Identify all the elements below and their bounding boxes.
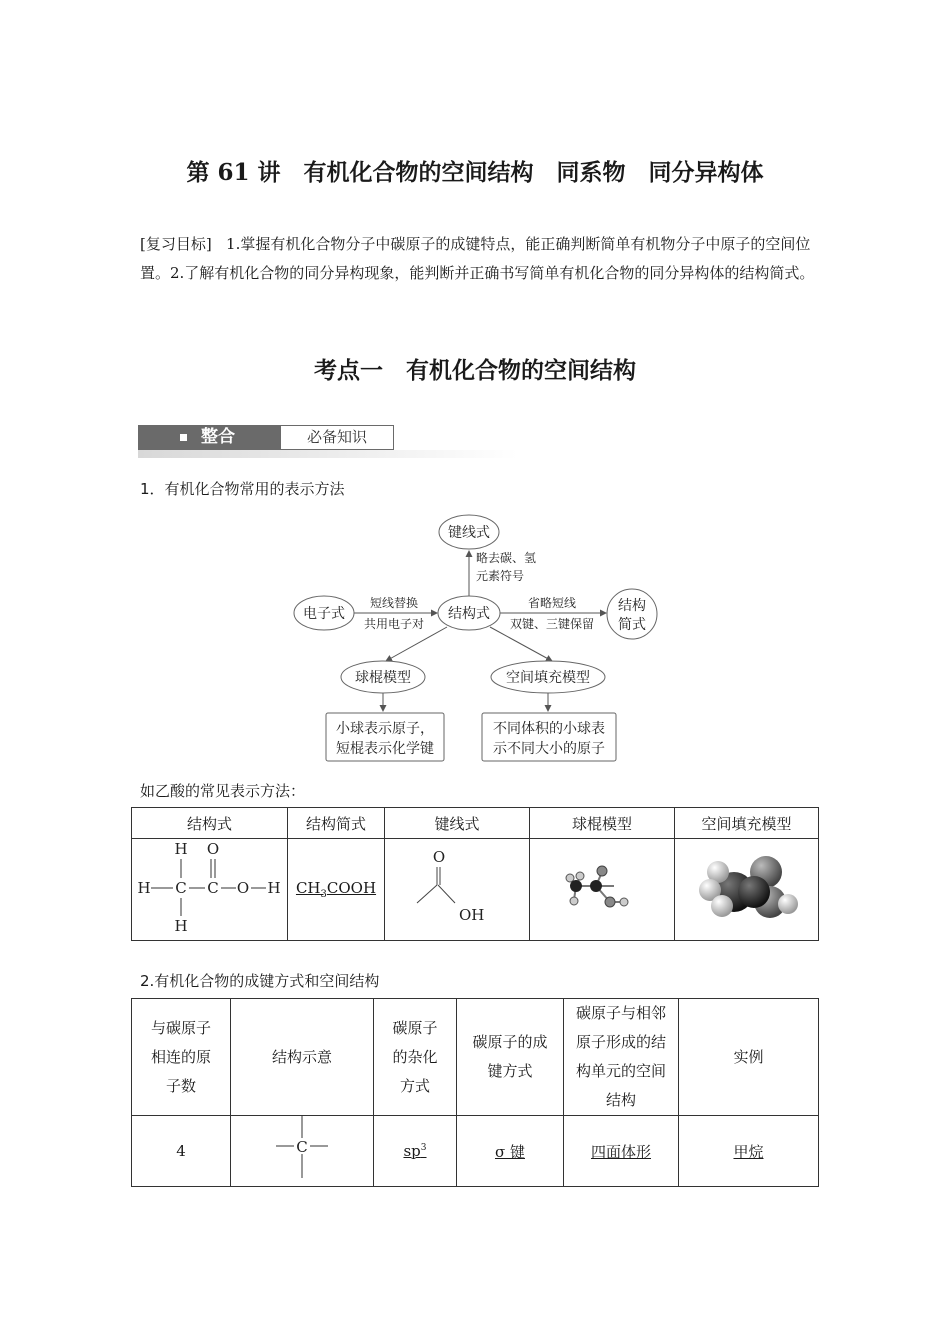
geometry-cell xyxy=(564,1116,679,1187)
hybridization-value xyxy=(403,1142,426,1160)
geometry-value: 四面体形 xyxy=(590,1142,651,1161)
arrow-structural-spacefill xyxy=(490,627,552,661)
table-header xyxy=(132,999,231,1116)
atom-h-top: H xyxy=(173,839,188,858)
atom-h-right: H xyxy=(266,878,281,897)
skeletal-formula-cell xyxy=(385,839,530,941)
node-ball-stick-label: 球棍模型 xyxy=(355,670,411,686)
subsection-heading-1: 1．有机化合物常用的表示方法 xyxy=(140,480,345,498)
knowledge-banner xyxy=(138,425,518,458)
table-header-row xyxy=(132,808,819,839)
edge-label-skeletal-2: 元素符号 xyxy=(476,569,525,583)
table-header: 实例 xyxy=(679,999,819,1116)
table-header-row xyxy=(132,999,819,1116)
square-bullet-icon xyxy=(180,434,187,441)
ball-stick-model-image xyxy=(562,858,642,918)
table-header: 键线式 xyxy=(385,808,530,839)
ball-stick-cell xyxy=(530,839,675,941)
bonding-table xyxy=(131,998,819,1187)
node-electron-formula-label: 电子式 xyxy=(303,606,345,622)
header-text: 碳原子与相邻原子形成的结构单元的空间结构 xyxy=(576,1004,667,1109)
skeletal-atom-oh: OH xyxy=(459,905,485,924)
atom-o-top: O xyxy=(206,839,219,858)
table-row xyxy=(132,839,819,941)
condensed-formula-cell xyxy=(288,839,385,941)
table-header: 结构简式 xyxy=(288,808,385,839)
representation-diagram xyxy=(290,510,670,766)
atom-c1: C xyxy=(174,878,187,897)
skeletal-formula-drawing xyxy=(397,843,517,933)
table-row xyxy=(132,1116,819,1187)
node-space-fill-label: 空间填充模型 xyxy=(506,670,590,686)
schematic-carbon: C xyxy=(296,1138,308,1156)
header-text: 与碳原子相连的原子数 xyxy=(150,1018,211,1095)
condensed-subscript: 3 xyxy=(320,889,327,900)
edge-label-skeletal-1: 略去碳、氢 xyxy=(476,551,537,565)
edge-label-electron-bottom: 共用电子对 xyxy=(363,617,425,631)
hybridization-cell xyxy=(374,1116,457,1187)
bond-type-cell xyxy=(457,1116,564,1187)
table-header xyxy=(374,999,457,1116)
edge-label-electron-top: 短线替换 xyxy=(369,596,419,610)
condensed-formula xyxy=(295,879,377,900)
example-value: 甲烷 xyxy=(733,1142,764,1161)
review-goal xyxy=(140,230,816,288)
structural-formula-cell xyxy=(132,839,288,941)
skeletal-atom-o: O xyxy=(432,847,446,866)
banner-primary-label: 整合 xyxy=(201,427,235,447)
ball-stick-desc-2: 短棍表示化学键 xyxy=(336,741,434,757)
node-condensed-label-2: 简式 xyxy=(618,617,646,633)
condensed-suffix: COOH xyxy=(326,879,377,897)
atom-c2: C xyxy=(206,878,219,897)
table-header xyxy=(564,999,679,1116)
atom-h-bottom: H xyxy=(173,916,188,935)
edge-label-condensed-bottom: 双键、三键保留 xyxy=(509,617,595,631)
example-cell xyxy=(679,1116,819,1187)
structural-formula-drawing xyxy=(135,840,285,936)
hybrid-superscript: 3 xyxy=(420,1143,427,1153)
tetrahedral-carbon-diagram xyxy=(272,1116,332,1182)
space-fill-desc-2: 示不同大小的原子 xyxy=(493,741,605,757)
table-header: 结构示意 xyxy=(231,999,374,1116)
space-fill-desc-1: 不同体积的小球表 xyxy=(493,721,605,737)
acetic-acid-table xyxy=(131,807,819,941)
header-text: 碳原子的成键方式 xyxy=(472,1033,548,1080)
edge-label-condensed-top: 省略短线 xyxy=(527,596,577,610)
atom-o-right: O xyxy=(236,878,249,897)
acetic-acid-intro: 如乙酸的常见表示方法： xyxy=(140,782,306,800)
banner-secondary: 必备知识 xyxy=(280,425,394,450)
table-header: 结构式 xyxy=(132,808,288,839)
subsection-heading-2: 2.有机化合物的成键方式和空间结构 xyxy=(140,972,380,990)
node-skeletal-formula-label: 键线式 xyxy=(448,525,490,541)
review-goal-label: [复习目标] xyxy=(140,235,212,253)
table-header: 球棍模型 xyxy=(530,808,675,839)
section-title: 考点一 有机化合物的空间结构 xyxy=(314,357,636,384)
schematic-cell xyxy=(231,1116,374,1187)
table-header xyxy=(457,999,564,1116)
ball-stick-desc-1: 小球表示原子， xyxy=(336,721,434,737)
banner-shadow xyxy=(138,450,518,458)
atom-h-left: H xyxy=(136,878,151,897)
review-goal-text: 1.掌握有机化合物分子中碳原子的成键特点，能正确判断简单有机物分子中原子的空间位置。2.了解有机化合物的同分异构现象，能判断并正确书写简单有机化合物的同分异构体的结构简式。 xyxy=(140,235,815,282)
atom-count-cell: 4 xyxy=(132,1116,231,1187)
header-text: 碳原子的杂化方式 xyxy=(392,1018,438,1095)
table-header: 空间填充模型 xyxy=(675,808,819,839)
page-title: 第 61 讲 有机化合物的空间结构 同系物 同分异构体 xyxy=(186,159,764,186)
banner-primary xyxy=(138,425,280,450)
arrow-structural-ballstick xyxy=(386,627,447,661)
hybrid-base: sp xyxy=(403,1142,421,1160)
bond-type-value: σ 键 xyxy=(494,1142,525,1161)
node-structural-formula-label: 结构式 xyxy=(448,606,490,622)
space-fill-cell xyxy=(675,839,819,941)
node-condensed-label-1: 结构 xyxy=(618,598,646,614)
space-fill-model-image xyxy=(692,848,802,928)
condensed-prefix: CH xyxy=(295,879,321,897)
